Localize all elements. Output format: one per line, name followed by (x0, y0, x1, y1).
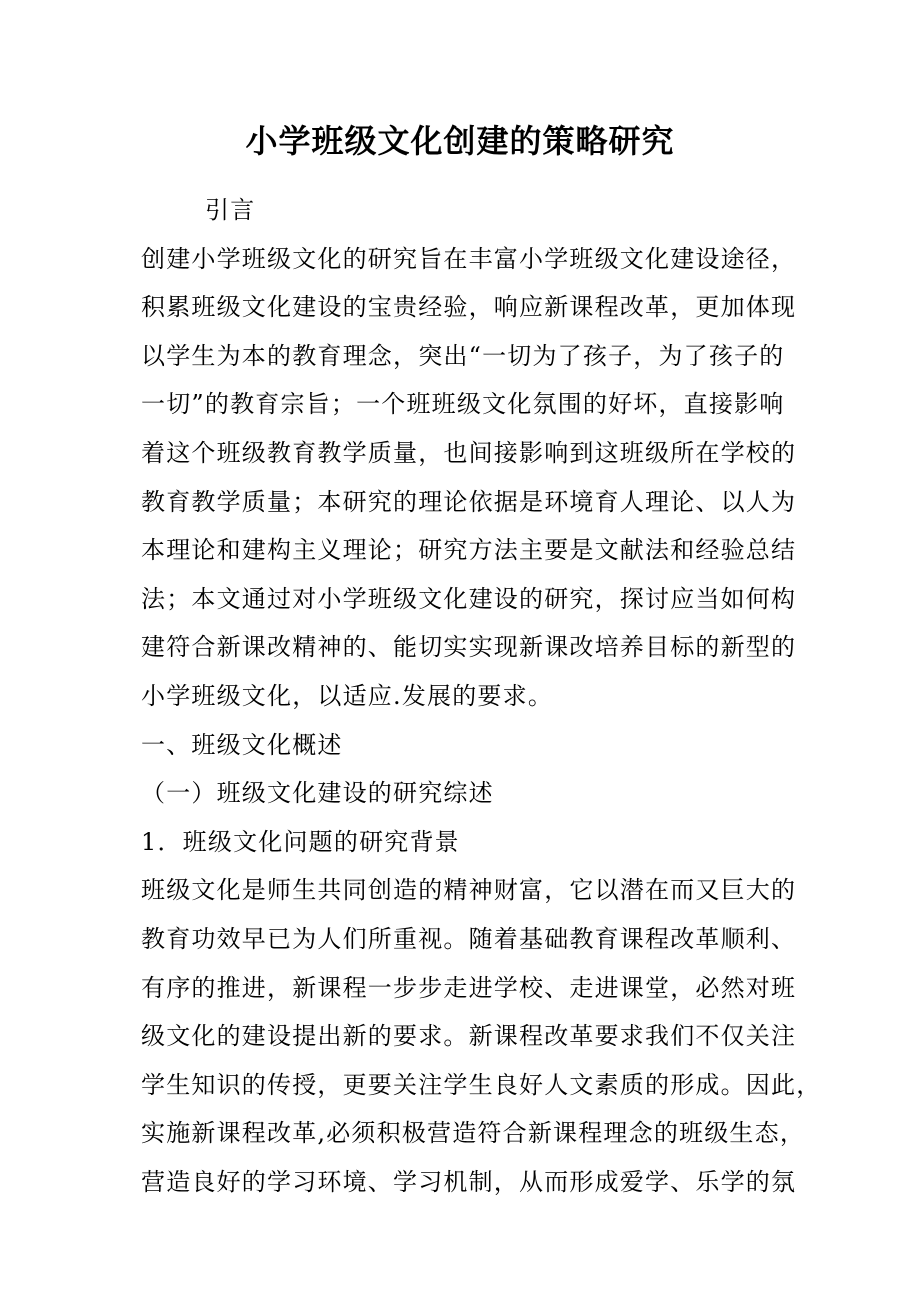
paragraph-line: 小学班级文化，以适应.发展的要求。 (141, 681, 554, 710)
subsection-heading-1-1: （一）班级文化建设的研究综述 (141, 779, 494, 808)
paragraph-line: 实施新课程改革,必须积极营造符合新课程理念的班级生态， (141, 1119, 806, 1148)
document-body (141, 186, 822, 1206)
paragraph-line: 以学生为本的教育理念，突出“一切为了孩子，为了孩子的 (141, 341, 785, 370)
paragraph-line: 班级文化是师生共同创造的精神财富，它以潜在而又巨大的 (141, 876, 797, 905)
paragraph-line: 着这个班级教育教学质量，也间接影响到这班级所在学校的 (141, 438, 797, 467)
paragraph-line: 建符合新课改精神的、能切实实现新课改培养目标的新型的 (141, 633, 797, 662)
document-title: 小学班级文化创建的策略研究 (245, 122, 675, 160)
paragraph-line: 一切”的教育宗旨；一个班班级文化氛围的好坏，直接影响 (141, 390, 785, 419)
paragraph-line: 学生知识的传授，更要关注学生良好人文素质的形成。因此， (141, 1070, 822, 1099)
paragraph-line: 有序的推进，新课程一步步走进学校、走进课堂，必然对班 (141, 973, 797, 1002)
paragraph-line: 营造良好的学习环境、学习机制，从而形成爱学、乐学的氛 (141, 1167, 797, 1196)
paragraph-line: 法；本文通过对小学班级文化建设的研究，探讨应当如何构 (141, 584, 797, 613)
subsubsection-heading-1-1-1: 1．班级文化问题的研究背景 (141, 827, 460, 856)
paragraph-line: 创建小学班级文化的研究旨在丰富小学班级文化建设途径， (141, 244, 797, 273)
section-heading-1: 一、班级文化概述 (141, 730, 343, 759)
paragraph-line: 积累班级文化建设的宝贵经验，响应新课程改革，更加体现 (141, 293, 797, 322)
paragraph-line: 教育教学质量；本研究的理论依据是环境育人理论、以人为 (141, 487, 797, 516)
paragraph-line: 级文化的建设提出新的要求。新课程改革要求我们不仅关注 (141, 1022, 797, 1051)
paragraph-line: 教育功效早已为人们所重视。随着基础教育课程改革顺利、 (141, 924, 797, 953)
paragraph-line: 本理论和建构主义理论；研究方法主要是文献法和经验总结 (141, 536, 797, 565)
section-heading-introduction: 引言 (205, 196, 256, 224)
